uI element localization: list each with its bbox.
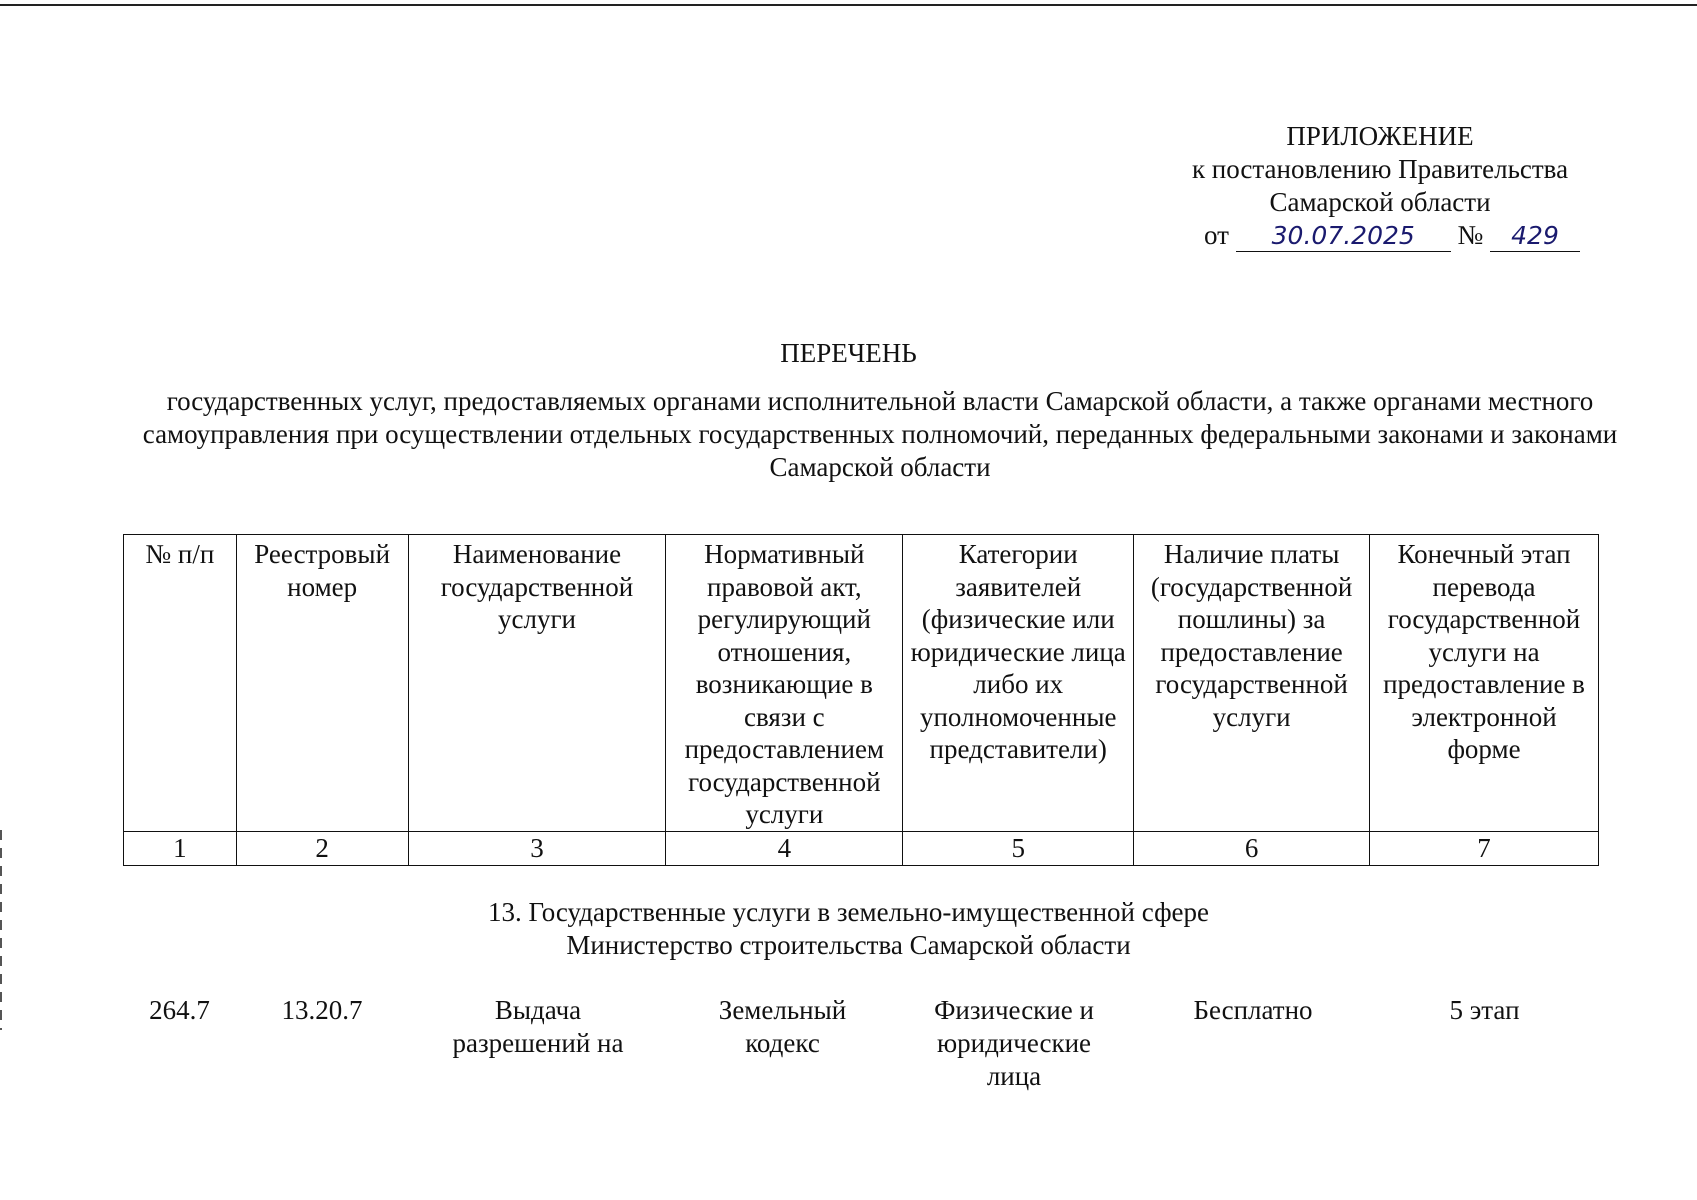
column-number-3: 3 — [408, 831, 666, 865]
appendix-heading: ПРИЛОЖЕНИЕ — [1286, 121, 1474, 151]
row-applicants: Физические и юридические лица — [934, 995, 1094, 1091]
appendix-date-line — [1160, 219, 1600, 252]
column-number-2: 2 — [236, 831, 408, 865]
row-fee: Бесплатно — [1193, 995, 1313, 1025]
row-number: 264.7 — [149, 995, 210, 1025]
appendix-line-1: к постановлению Правительства — [1191, 154, 1569, 184]
date-prefix: от — [1204, 220, 1229, 250]
column-number-4: 4 — [666, 831, 903, 865]
section-title: 13. Государственные услуги в земельно-имущественной сфере — [487, 897, 1210, 927]
number-prefix: № — [1457, 220, 1484, 250]
column-numbers-row — [124, 831, 1599, 865]
header-applicants: Категории заявителей (физические или юридические лица либо их уполномоченные представители) — [903, 535, 1134, 832]
scan-top-rule — [0, 4, 1697, 6]
column-number-5: 5 — [903, 831, 1134, 865]
column-number-7: 7 — [1370, 831, 1599, 865]
column-number-1: 1 — [124, 831, 237, 865]
header-registry-number: Реестровый номер — [236, 535, 408, 832]
row-registry-number: 13.20.7 — [281, 995, 363, 1025]
document-title: ПЕРЕЧЕНЬ — [780, 338, 917, 368]
header-electronic-stage: Конечный этап перевода государственной услуги на предоставление в электронной форме — [1370, 535, 1599, 832]
appendix-line-2: Самарской области — [1269, 187, 1491, 217]
document-subtitle: государственных услуг, предоставляемых органами исполнительной власти Самарской области, а также органами местного самоуправления при осуществлении отдельных государственных полномочий, переданных федеральными законами и законами Самарской области — [142, 386, 1618, 482]
appendix-block — [1160, 120, 1600, 252]
handwritten-number: 429 — [1490, 221, 1580, 252]
row-stage: 5 этап — [1449, 995, 1520, 1025]
header-fee: Наличие платы (государственной пошлины) за предоставление государственной услуги — [1134, 535, 1370, 832]
table-header-row — [124, 535, 1599, 832]
row-service-name: Выдача разрешений на — [452, 995, 624, 1058]
header-legal-act: Нормативный правовой акт, регулирующий отношения, возникающие в связи с предоставлением государственной услуги — [666, 535, 903, 832]
section-heading — [0, 896, 1697, 962]
column-number-6: 6 — [1134, 831, 1370, 865]
row-legal-act: Земельный кодекс — [718, 995, 847, 1058]
handwritten-date: 30.07.2025 — [1236, 221, 1451, 252]
header-service-name: Наименование государственной услуги — [408, 535, 666, 832]
services-table — [123, 534, 1599, 866]
section-ministry: Министерство строительства Самарской области — [566, 930, 1131, 960]
header-number: № п/п — [124, 535, 237, 832]
